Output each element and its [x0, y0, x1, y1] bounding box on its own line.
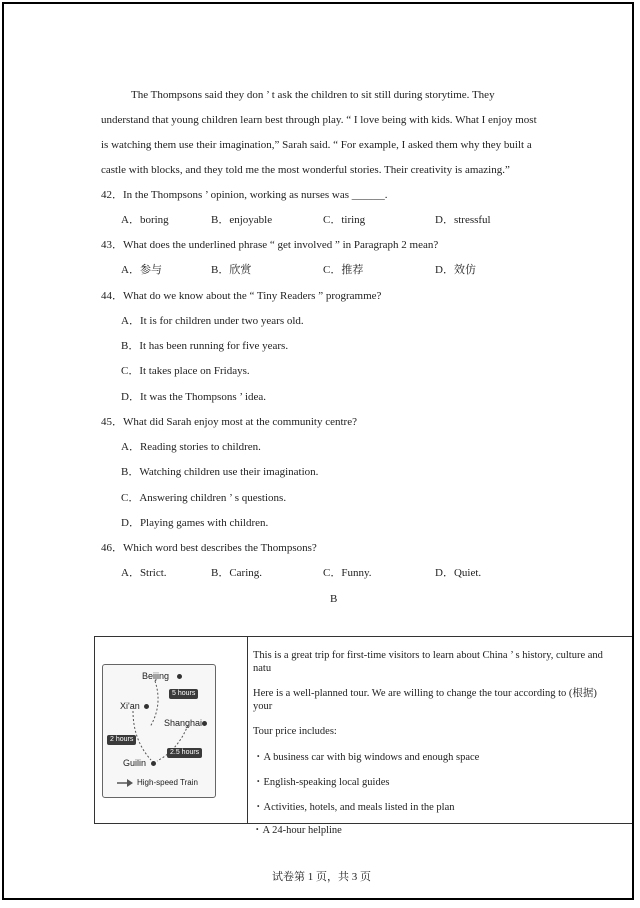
- tour-price-item: ・A business car with big windows and enough space: [253, 752, 480, 763]
- question-44-stem: 44．What do we know about the “ Tiny Readers ” programme?: [101, 290, 382, 302]
- option-46-c[interactable]: C．Funny.: [323, 567, 372, 579]
- duration-badge: 2 hours: [107, 735, 136, 745]
- option-44-a[interactable]: A．It is for children under two years old.: [121, 315, 304, 327]
- legend-label: High-speed Train: [137, 778, 198, 787]
- exam-page: [2, 2, 634, 900]
- option-44-c[interactable]: C．It takes place on Fridays.: [121, 365, 250, 377]
- tour-plan-line: your: [253, 701, 273, 712]
- location-pin-icon: [177, 674, 182, 679]
- option-46-b[interactable]: B．Caring.: [211, 567, 263, 579]
- city-label-xian: Xi'an: [120, 701, 140, 711]
- city-label-beijing: Beijing: [142, 671, 170, 681]
- option-45-c[interactable]: C．Answering children ’ s questions.: [121, 492, 287, 504]
- question-42-stem: 42．In the Thompsons ’ opinion, working as nurses was ______.: [101, 189, 388, 201]
- option-42-c[interactable]: C．tiring: [323, 214, 366, 226]
- option-43-b[interactable]: B．欣赏: [211, 264, 252, 276]
- option-45-d[interactable]: D．Playing games with children.: [121, 517, 269, 529]
- duration-badge: 5 hours: [169, 689, 198, 699]
- option-44-b[interactable]: B．It has been running for five years.: [121, 340, 289, 352]
- option-43-a[interactable]: A．参与: [121, 264, 162, 276]
- tour-price-heading: Tour price includes:: [253, 726, 337, 737]
- location-pin-icon: [144, 704, 149, 709]
- tour-intro-line: This is a great trip for first-time visitors to learn about China ’ s history, culture and: [253, 650, 603, 661]
- section-label: B: [330, 593, 338, 605]
- passage-line: The Thompsons said they don ’ t ask the children to sit still during storytime. They: [131, 89, 495, 101]
- option-46-a[interactable]: A．Strict.: [121, 567, 167, 579]
- location-pin-icon: [151, 761, 156, 766]
- option-42-b[interactable]: B．enjoyable: [211, 214, 273, 226]
- city-label-guilin: Guilin: [123, 758, 147, 768]
- option-42-d[interactable]: D．stressful: [435, 214, 491, 226]
- question-46-stem: 46．Which word best describes the Thompsons?: [101, 542, 317, 554]
- tour-price-item: ・A 24-hour helpline: [252, 825, 342, 836]
- option-44-d[interactable]: D．It was the Thompsons ’ idea.: [121, 391, 267, 403]
- location-pin-icon: [202, 721, 207, 726]
- option-43-c[interactable]: C．推荐: [323, 264, 364, 276]
- option-46-d[interactable]: D．Quiet.: [435, 567, 482, 579]
- tour-box: [94, 636, 634, 824]
- passage-line: is watching them use their imagination,” Sarah said. “ For example, I asked them why they built a: [101, 139, 532, 151]
- tour-price-item: ・English-speaking local guides: [253, 777, 390, 788]
- option-45-b[interactable]: B．Watching children use their imagination.: [121, 466, 319, 478]
- tour-price-item: ・Activities, hotels, and meals listed in the plan: [253, 802, 455, 813]
- passage-line: castle with blocks, and they told me the most wonderful stories. Their creativity is amazing.”: [101, 164, 510, 176]
- city-label-shanghai: Shanghai: [164, 718, 203, 728]
- duration-badge: 2.5 hours: [167, 748, 202, 758]
- question-45-stem: 45．What did Sarah enjoy most at the community centre?: [101, 416, 357, 428]
- tour-intro-line: natu: [253, 663, 272, 674]
- box-divider: [247, 637, 248, 823]
- question-43-stem: 43．What does the underlined phrase “ get involved ” in Paragraph 2 mean?: [101, 239, 439, 251]
- passage-line: understand that young children learn best through play. “ I love being with kids. What I enjoy most: [101, 114, 537, 126]
- tour-map: [102, 664, 216, 798]
- option-42-a[interactable]: A．boring: [121, 214, 169, 226]
- option-43-d[interactable]: D．效仿: [435, 264, 476, 276]
- tour-plan-line: Here is a well-planned tour. We are willing to change the tour according to (根据): [253, 688, 597, 699]
- option-45-a[interactable]: A．Reading stories to children.: [121, 441, 261, 453]
- page-footer: 试卷第 1 页，共 3 页: [272, 871, 371, 883]
